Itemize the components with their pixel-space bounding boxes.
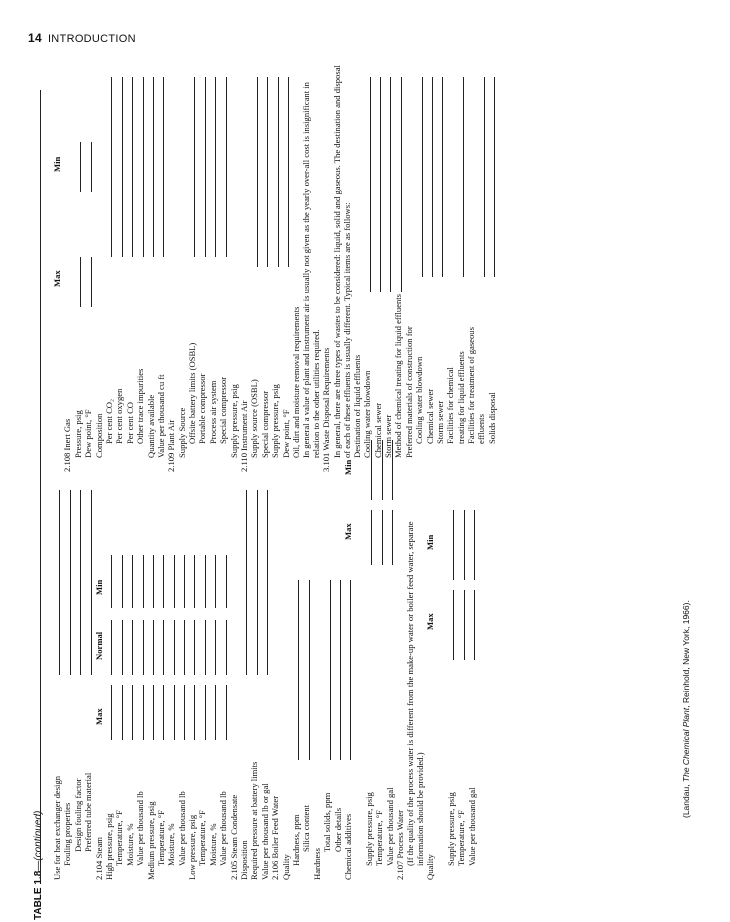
entry-line <box>143 620 144 675</box>
entry-line <box>153 685 154 740</box>
row-label: Quality <box>280 854 291 880</box>
entry-line <box>257 77 258 267</box>
row-label: Other trace impurities <box>135 368 146 444</box>
row-label: Total solids, ppm <box>322 792 333 852</box>
row-label: Quantity available <box>145 394 156 458</box>
table-row <box>270 52 280 472</box>
table-row <box>487 52 497 472</box>
entry-line <box>174 620 175 675</box>
entry-line <box>226 685 227 740</box>
entry-line <box>422 77 423 277</box>
table-row <box>208 52 218 472</box>
entry-line <box>111 620 112 675</box>
entry-line <box>371 510 372 565</box>
table-row <box>373 52 383 472</box>
entry-line <box>288 77 289 267</box>
process-water-note: (If the quality of the process water is different from the make-up water or boiler feed water, separate information should be provided.) <box>405 521 426 866</box>
entry-line <box>390 77 391 292</box>
entry-line <box>226 620 227 675</box>
row-label: Supply pressure, psig <box>270 384 281 458</box>
table-row <box>445 52 455 472</box>
entry-line <box>174 685 175 740</box>
entry-line <box>246 490 247 675</box>
table-row <box>114 52 124 472</box>
row-label: Storm sewer <box>434 400 445 444</box>
entry-line <box>184 555 185 608</box>
row-label: Per cent CO <box>124 401 135 444</box>
row-label: Composition <box>93 413 104 458</box>
entry-line <box>309 580 310 760</box>
table-row <box>456 52 466 472</box>
table-row <box>249 52 259 472</box>
row-label: Temperature, °F <box>374 810 385 866</box>
row-label: Hardness <box>311 848 322 880</box>
row-label: Medium pressure, psig <box>145 801 156 880</box>
row-label: Supply pressure, psig <box>363 792 374 866</box>
entry-line <box>484 77 485 277</box>
row-label: Temperature, °F <box>456 810 467 866</box>
row-label: Pressure, psig <box>72 410 83 458</box>
page-header <box>28 31 136 45</box>
row-label: Fouling properties <box>62 802 73 866</box>
row-label: 3.101 Waste Disposal Requirements <box>321 347 332 472</box>
row-label: Chemical additives <box>342 813 353 880</box>
entry-line <box>463 77 464 277</box>
row-label: Value per thousand lb <box>176 791 187 866</box>
column-heading: Normal <box>93 631 104 660</box>
row-label: Storm sewer <box>382 414 393 458</box>
row-label: effluents <box>476 414 487 444</box>
row-label: Preferred materials of construction for <box>403 326 414 458</box>
right-column <box>52 52 497 472</box>
entry-line <box>340 580 341 760</box>
entry-line <box>132 620 133 675</box>
row-label: Portable compressor <box>197 373 208 444</box>
row-label: Quality <box>425 854 436 880</box>
table-row <box>187 52 197 472</box>
table-title: TABLE 1.8—(continued) <box>33 810 44 920</box>
row-label: Moisture, % <box>124 823 135 866</box>
table-row <box>352 52 362 472</box>
entry-line <box>122 620 123 675</box>
row-label: Chemical sewer <box>372 402 383 458</box>
row-label: High pressure, psig <box>103 813 114 880</box>
table-row <box>260 52 270 472</box>
entry-line <box>226 77 227 257</box>
column-heading: Max <box>342 523 353 540</box>
entry-line <box>163 555 164 608</box>
entry-line <box>194 685 195 740</box>
entry-line <box>226 555 227 608</box>
entry-line <box>143 77 144 257</box>
table-row <box>393 52 403 472</box>
entry-line <box>267 490 268 675</box>
row-label: Value per thousand gal <box>466 787 477 866</box>
row-label: Use for heat exchanger design <box>52 775 62 880</box>
row-label: Value per thousand lb or gal <box>259 783 270 880</box>
row-label: Moisture, % <box>207 823 218 866</box>
entry-line <box>215 620 216 675</box>
row-label: Method of chemical treating for liquid effluents <box>393 293 404 458</box>
entry-line <box>184 620 185 675</box>
entry-line <box>111 685 112 740</box>
entry-line <box>267 77 268 267</box>
entry-line <box>474 590 475 660</box>
table-row <box>104 52 114 472</box>
column-heading: Min <box>93 579 104 595</box>
row-label: Temperature, °F <box>155 810 166 866</box>
table-row <box>218 52 228 472</box>
row-label: Dew point, °F <box>280 409 291 458</box>
row-label: Silica content <box>301 804 312 852</box>
table-row <box>73 52 83 472</box>
row-label: Per cent oxygen <box>114 388 125 444</box>
entry-line <box>494 77 495 277</box>
entry-line <box>80 257 81 307</box>
table-row <box>291 52 301 472</box>
entry-line <box>194 77 195 257</box>
column-heading: Max <box>425 613 436 630</box>
entry-line <box>132 555 133 608</box>
entry-line <box>370 77 371 292</box>
row-label: Dew point, °F <box>83 409 94 458</box>
entry-line <box>91 142 92 192</box>
row-label: treating for liquid effluents <box>455 351 466 444</box>
row-label: Moisture, % <box>166 823 177 866</box>
table-row <box>125 52 135 472</box>
row-label: Special compressor <box>218 376 229 444</box>
entry-line <box>132 685 133 740</box>
table-row <box>52 52 62 472</box>
table-row <box>239 52 249 472</box>
entry-line <box>257 490 258 675</box>
row-label: Process air system <box>207 380 218 444</box>
entry-line <box>194 555 195 608</box>
row-label: Supply pressure, psig <box>228 384 239 458</box>
row-label: Value per thousand gal <box>384 787 395 866</box>
row-label: Supply Source <box>176 407 187 458</box>
waste-heading <box>321 52 331 472</box>
table-row <box>414 52 424 472</box>
entry-line <box>80 142 81 192</box>
entry-line <box>70 490 71 675</box>
table-row <box>229 52 239 472</box>
row-label: Value per thousand cu ft <box>155 374 166 458</box>
row-label: Hardness, ppm <box>290 814 301 866</box>
entry-line <box>215 77 216 257</box>
table-row <box>156 52 166 472</box>
entry-line <box>153 620 154 675</box>
entry-line <box>111 77 112 257</box>
row-label: Facilities for treatment of gaseous <box>466 327 477 444</box>
row-label: Temperature, °F <box>114 810 125 866</box>
entry-line <box>122 555 123 608</box>
entry-line <box>298 580 299 760</box>
table-row <box>62 52 72 472</box>
row-label: Required pressure at battery limits <box>249 761 260 880</box>
footnote: (Landau, The Chemical Plant, Reinhold, New York, 1966). <box>681 600 691 818</box>
entry-line <box>215 555 216 608</box>
entry-line <box>91 257 92 307</box>
row-label: Disposition <box>239 840 250 880</box>
entry-line <box>205 77 206 257</box>
entry-line <box>442 77 443 277</box>
entry-line <box>143 685 144 740</box>
row-label: Offsite battery limits (OSBL) <box>187 342 198 444</box>
row-label: Cooling water blowdown <box>414 356 425 444</box>
entry-line <box>153 77 154 257</box>
entry-line <box>453 510 454 580</box>
entry-line <box>153 555 154 608</box>
entry-line <box>91 490 92 675</box>
entry-line <box>111 555 112 608</box>
table-row <box>466 52 476 472</box>
row-label: Cooling water blowdown <box>362 370 373 458</box>
entry-line <box>132 77 133 257</box>
row-label: 2.107 Process Water <box>394 809 405 880</box>
table-row <box>362 52 372 472</box>
row-label: Oil, dirt and moisture removal requirements <box>290 306 301 458</box>
table-row <box>177 52 187 472</box>
entry-line <box>464 590 465 660</box>
table-row <box>166 52 176 472</box>
entry-line <box>163 685 164 740</box>
section-title: INTRODUCTION <box>47 33 136 45</box>
entry-line <box>163 620 164 675</box>
table-row <box>83 52 93 472</box>
column-heading: Max <box>93 708 104 725</box>
row-label: 2.109 Plant Air <box>166 419 177 472</box>
row-label: Design fouling factor <box>72 778 83 852</box>
entry-line <box>215 685 216 740</box>
row-label: Other details <box>332 807 343 852</box>
row-label: Chemical sewer <box>424 388 435 444</box>
entry-line <box>174 555 175 608</box>
entry-line <box>205 620 206 675</box>
row-label: Facilities for chemical <box>445 367 456 444</box>
row-label: Solids disposal <box>486 392 497 444</box>
row-label: Preferred tube material <box>83 772 94 852</box>
column-heading: Min <box>52 156 62 172</box>
entry-line <box>380 77 381 292</box>
column-heading: Min <box>342 459 353 475</box>
table-top-rule <box>40 90 41 880</box>
row-label: 2.108 Inert Gas <box>62 418 73 472</box>
entry-line <box>205 685 206 740</box>
table-row <box>197 52 207 472</box>
entry-line <box>453 590 454 660</box>
table-row <box>435 52 445 472</box>
column-heading: Max <box>52 270 62 287</box>
entry-line <box>474 510 475 580</box>
row-label: Value per thousand lb <box>218 791 229 866</box>
entry-line <box>194 620 195 675</box>
row-label: Supply pressure, psig <box>446 792 457 866</box>
entry-line <box>59 490 60 675</box>
row-label: Special compressor <box>259 390 270 458</box>
table-row <box>146 52 156 472</box>
entry-line <box>432 77 433 277</box>
row-label: 2.105 Steam Condensate <box>228 794 239 880</box>
table-row <box>94 52 104 472</box>
instrument-air-note: In general a value of plant and instrument air is usually not given as the yearly over-all cost is insignificant in relation to the other utilities required. <box>301 82 322 458</box>
entry-line <box>143 555 144 608</box>
entry-line <box>122 77 123 257</box>
table-row <box>135 52 145 472</box>
entry-line <box>392 510 393 565</box>
table-row <box>281 52 291 472</box>
page-number: 14 <box>28 31 42 45</box>
entry-line <box>330 580 331 760</box>
row-label: 2.104 Steam <box>93 837 104 880</box>
entry-line <box>80 490 81 675</box>
entry-line <box>205 555 206 608</box>
row-label: Value per thousand lb <box>135 791 146 866</box>
entry-line <box>464 510 465 580</box>
entry-line <box>184 685 185 740</box>
table-row <box>404 52 414 472</box>
row-label: Per cent CO₂ <box>103 399 114 444</box>
row-label: Supply source (OSBL) <box>249 379 260 458</box>
table-row <box>476 52 486 472</box>
entry-line <box>278 77 279 267</box>
rotated-table <box>33 60 705 920</box>
entry-line <box>401 77 402 292</box>
row-label: 2.110 Instrument Air <box>239 400 250 472</box>
entry-line <box>350 580 351 760</box>
row-label: Temperature, °F <box>197 810 208 866</box>
table-row <box>425 52 435 472</box>
row-label: Low pressure, psig <box>187 814 198 880</box>
waste-note: In general, there are three types of wastes to be considered: liquid, solid and gaseous. The destination and disposal of each of these effluents is usually different. Typical items are as follows: <box>331 65 352 458</box>
row-label: 2.106 Boiler Feed Water <box>270 795 281 880</box>
entry-line <box>122 685 123 740</box>
row-label: Destination of liquid effluents <box>351 354 362 458</box>
entry-line <box>163 77 164 257</box>
table-row <box>383 52 393 472</box>
entry-line <box>382 510 383 565</box>
column-heading: Min <box>425 534 436 550</box>
